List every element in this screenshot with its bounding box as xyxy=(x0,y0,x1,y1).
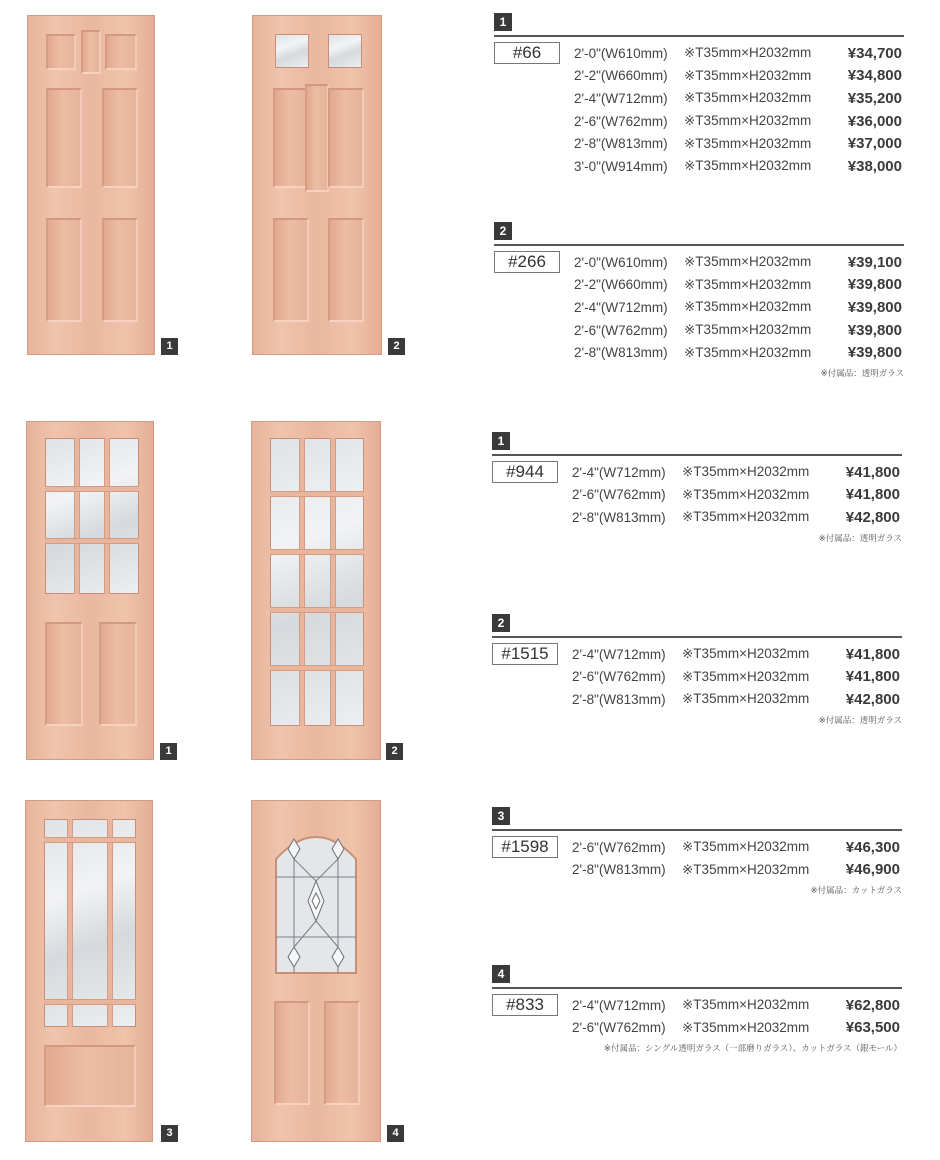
door-1515-image xyxy=(251,421,381,760)
price-label: ¥41,800 xyxy=(845,668,900,686)
size-row xyxy=(572,461,902,484)
size-label: 2'-2"(W660mm) xyxy=(574,68,668,84)
door-266-number-tag: 2 xyxy=(388,338,405,355)
size-row xyxy=(574,251,904,274)
price-label: ¥39,800 xyxy=(847,298,902,316)
dimension-label: ※T35mm×H2032mm xyxy=(684,299,812,315)
spec-number-badge: 2 xyxy=(494,222,512,240)
price-label: ¥41,800 xyxy=(845,645,900,663)
spec-number-badge: 1 xyxy=(492,432,510,450)
size-row xyxy=(574,274,904,297)
price-label: ¥41,800 xyxy=(845,486,900,504)
size-label: 2'-6"(W762mm) xyxy=(572,669,666,685)
spec-number-badge: 1 xyxy=(494,13,512,31)
price-label: ¥38,000 xyxy=(847,157,902,175)
size-row xyxy=(572,859,902,882)
spec-number-badge: 3 xyxy=(492,807,510,825)
size-row xyxy=(574,319,904,342)
size-label: 2'-6"(W762mm) xyxy=(572,839,666,855)
door-1598-number-tag: 3 xyxy=(161,1125,178,1142)
accessory-note: ※付属品：透明ガラス xyxy=(820,368,904,379)
size-row xyxy=(572,666,902,689)
size-row xyxy=(574,110,904,133)
model-number-box: #1515 xyxy=(492,643,558,665)
price-label: ¥36,000 xyxy=(847,112,902,130)
dimension-label: ※T35mm×H2032mm xyxy=(682,997,810,1013)
accessory-note: ※付属品：透明ガラス xyxy=(818,533,902,544)
model-number-box: #833 xyxy=(492,994,558,1016)
size-label: 2'-6"(W762mm) xyxy=(574,113,668,129)
spec-divider xyxy=(494,244,904,246)
price-label: ¥39,100 xyxy=(847,253,902,271)
door-944-number-tag: 1 xyxy=(160,743,177,760)
dimension-label: ※T35mm×H2032mm xyxy=(682,1019,810,1035)
spec-block-1515 xyxy=(492,614,902,726)
size-row xyxy=(574,341,904,364)
door-833-number-tag: 4 xyxy=(387,1125,404,1142)
dimension-label: ※T35mm×H2032mm xyxy=(684,276,812,292)
model-number-box: #944 xyxy=(492,461,558,483)
size-label: 2'-4"(W712mm) xyxy=(574,90,668,106)
price-label: ¥39,800 xyxy=(847,321,902,339)
dimension-label: ※T35mm×H2032mm xyxy=(684,254,812,270)
spec-block-833 xyxy=(492,965,902,1054)
dimension-label: ※T35mm×H2032mm xyxy=(682,691,810,707)
model-number-box: #1598 xyxy=(492,836,558,858)
size-row xyxy=(574,132,904,155)
spec-divider xyxy=(492,636,902,638)
size-label: 2'-2"(W660mm) xyxy=(574,277,668,293)
dimension-label: ※T35mm×H2032mm xyxy=(684,45,812,61)
dimension-label: ※T35mm×H2032mm xyxy=(682,464,810,480)
model-number-box: #266 xyxy=(494,251,560,273)
dimension-label: ※T35mm×H2032mm xyxy=(684,113,812,129)
price-label: ¥34,800 xyxy=(847,67,902,85)
spec-block-266 xyxy=(494,222,904,379)
size-label: 3'-0"(W914mm) xyxy=(574,158,668,174)
price-label: ¥39,800 xyxy=(847,276,902,294)
size-row xyxy=(572,994,902,1017)
price-label: ¥46,300 xyxy=(845,838,900,856)
spec-divider xyxy=(492,829,902,831)
size-label: 2'-4"(W712mm) xyxy=(572,464,666,480)
dimension-label: ※T35mm×H2032mm xyxy=(682,861,810,877)
size-row xyxy=(574,87,904,110)
accessory-note: ※付属品：透明ガラス xyxy=(818,715,902,726)
dimension-label: ※T35mm×H2032mm xyxy=(684,322,812,338)
price-label: ¥34,700 xyxy=(847,44,902,62)
price-label: ¥62,800 xyxy=(845,996,900,1014)
door-1515-number-tag: 2 xyxy=(386,743,403,760)
size-row xyxy=(572,484,902,507)
size-row xyxy=(572,1017,902,1040)
size-label: 2'-4"(W712mm) xyxy=(572,997,666,1013)
price-label: ¥35,200 xyxy=(847,89,902,107)
price-label: ¥37,000 xyxy=(847,135,902,153)
size-label: 2'-4"(W712mm) xyxy=(574,299,668,315)
accessory-note: ※付属品：シングル透明ガラス（一部磨りガラス）、カットガラス（銀モール） xyxy=(603,1044,902,1055)
size-row xyxy=(574,296,904,319)
size-label: 2'-8"(W813mm) xyxy=(574,136,668,152)
dimension-label: ※T35mm×H2032mm xyxy=(682,646,810,662)
size-row xyxy=(572,506,902,529)
dimension-label: ※T35mm×H2032mm xyxy=(682,839,810,855)
spec-number-badge: 4 xyxy=(492,965,510,983)
spec-divider xyxy=(494,35,904,37)
door-266-image xyxy=(252,15,382,355)
size-label: 2'-6"(W762mm) xyxy=(572,487,666,503)
size-row xyxy=(574,155,904,178)
spec-divider xyxy=(492,454,902,456)
model-number-box: #66 xyxy=(494,42,560,64)
size-label: 2'-0"(W610mm) xyxy=(574,254,668,270)
dimension-label: ※T35mm×H2032mm xyxy=(684,135,812,151)
door-833-image xyxy=(251,800,381,1142)
size-label: 2'-6"(W762mm) xyxy=(574,322,668,338)
dimension-label: ※T35mm×H2032mm xyxy=(682,668,810,684)
size-row xyxy=(572,643,902,666)
size-row xyxy=(574,42,904,65)
price-label: ¥63,500 xyxy=(845,1019,900,1037)
spec-block-1598 xyxy=(492,807,902,896)
price-label: ¥42,800 xyxy=(845,690,900,708)
size-label: 2'-8"(W813mm) xyxy=(572,509,666,525)
dimension-label: ※T35mm×H2032mm xyxy=(684,90,812,106)
size-row xyxy=(572,688,902,711)
size-label: 2'-8"(W813mm) xyxy=(572,862,666,878)
dimension-label: ※T35mm×H2032mm xyxy=(684,344,812,360)
size-row xyxy=(574,65,904,88)
spec-number-badge: 2 xyxy=(492,614,510,632)
size-label: 2'-8"(W813mm) xyxy=(572,691,666,707)
dimension-label: ※T35mm×H2032mm xyxy=(682,509,810,525)
dimension-label: ※T35mm×H2032mm xyxy=(682,486,810,502)
door-944-image xyxy=(26,421,154,760)
size-label: 2'-8"(W813mm) xyxy=(574,345,668,361)
price-label: ¥42,800 xyxy=(845,508,900,526)
size-label: 2'-4"(W712mm) xyxy=(572,646,666,662)
size-row xyxy=(572,836,902,859)
size-label: 2'-6"(W762mm) xyxy=(572,1020,666,1036)
price-label: ¥46,900 xyxy=(845,861,900,879)
spec-block-944 xyxy=(492,432,902,544)
dimension-label: ※T35mm×H2032mm xyxy=(684,67,812,83)
cut-glass-arch xyxy=(274,819,358,975)
dimension-label: ※T35mm×H2032mm xyxy=(684,158,812,174)
size-label: 2'-0"(W610mm) xyxy=(574,45,668,61)
price-label: ¥41,800 xyxy=(845,463,900,481)
door-66-number-tag: 1 xyxy=(161,338,178,355)
accessory-note: ※付属品：カットガラス xyxy=(810,886,902,897)
spec-block-66 xyxy=(494,13,904,178)
price-label: ¥39,800 xyxy=(847,344,902,362)
door-66-image xyxy=(27,15,155,355)
door-1598-image xyxy=(25,800,153,1142)
spec-divider xyxy=(492,987,902,989)
